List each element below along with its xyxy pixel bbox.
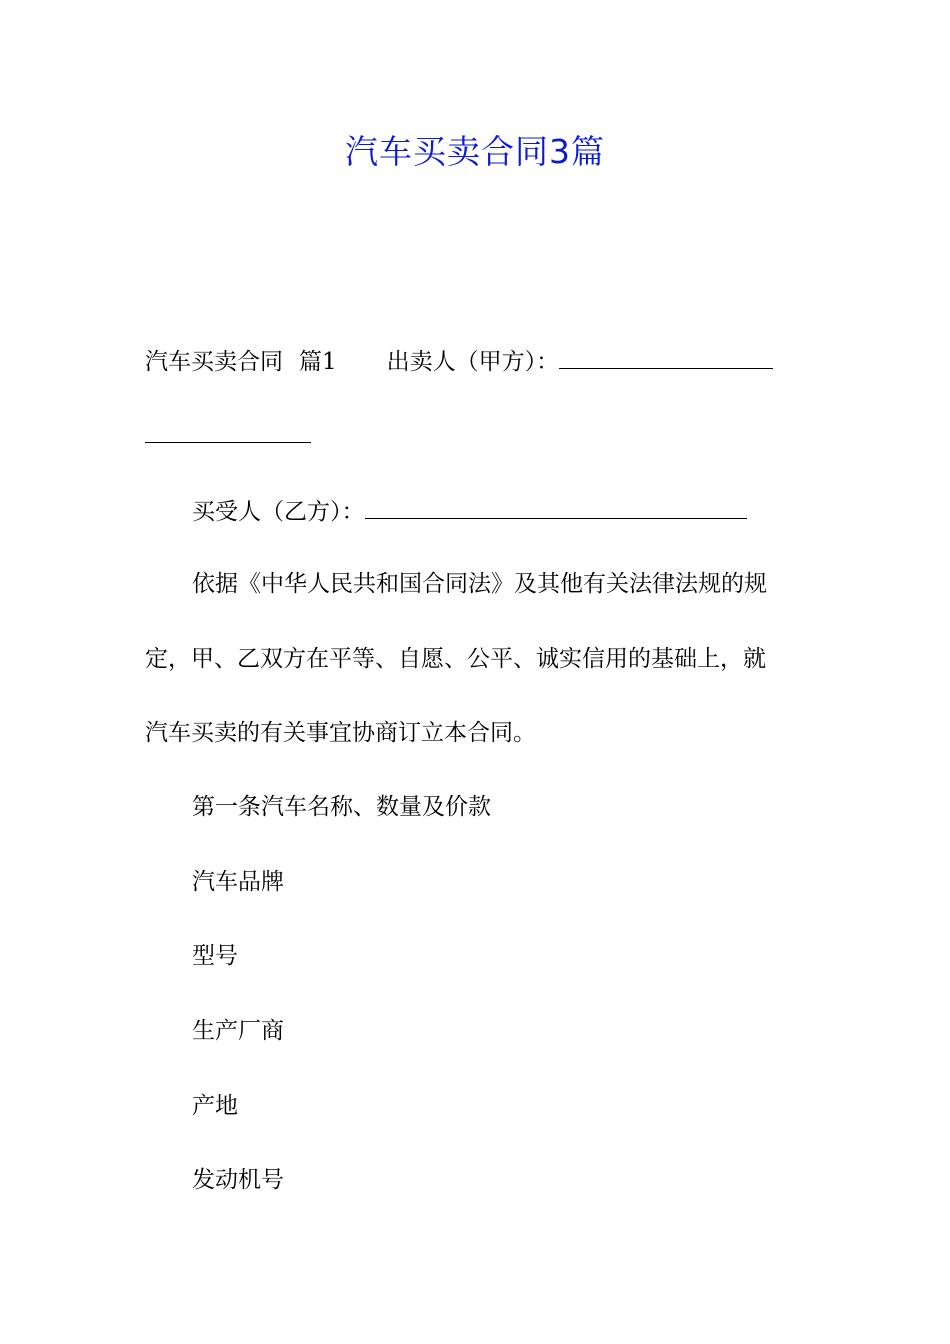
intro-paragraph-line-2: 定，甲、乙双方在平等、自愿、公平、诚实信用的基础上，就 (145, 646, 766, 672)
intro-paragraph-line-1: 依据《中华人民共和国合同法》及其他有关法律法规的规 (192, 571, 767, 597)
intro-paragraph-line-3: 汽车买卖的有关事宜协商订立本合同。 (145, 720, 536, 746)
field-model: 型号 (192, 943, 238, 969)
seller-blank-continued (145, 416, 311, 443)
field-origin: 产地 (192, 1093, 238, 1119)
seller-blank-continuation-line (145, 416, 311, 453)
field-manufacturer: 生产厂商 (192, 1018, 284, 1044)
field-car-brand: 汽车品牌 (192, 869, 284, 895)
contract-part: 篇1 (299, 349, 337, 375)
seller-label: 出卖人（甲方）： (386, 349, 560, 375)
buyer-blank (365, 492, 747, 519)
seller-blank (559, 342, 773, 369)
buyer-label: 买受人（乙方）： (192, 499, 365, 525)
contract-heading-line (145, 342, 773, 379)
buyer-line (192, 492, 747, 529)
article-1-title: 第一条汽车名称、数量及价款 (192, 794, 491, 820)
contract-heading: 汽车买卖合同 (145, 349, 283, 375)
document-title: 汽车买卖合同3篇 (345, 132, 605, 171)
field-engine-number: 发动机号 (192, 1167, 284, 1193)
